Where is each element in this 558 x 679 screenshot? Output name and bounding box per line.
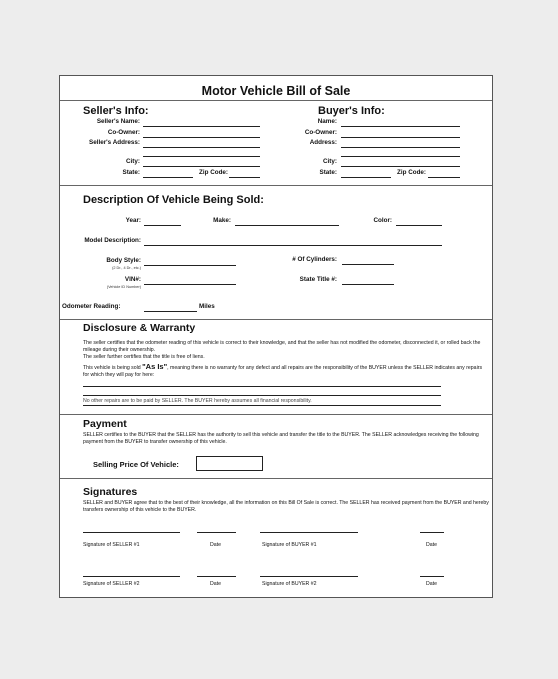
model-field[interactable] (144, 245, 442, 246)
seller1-signature-label: Signature of SELLER #1 (83, 542, 140, 548)
disclosure-paragraph-2: The seller further certifies that the title is free of liens. (83, 354, 205, 360)
vehicle-heading: Description Of Vehicle Being Sold: (83, 194, 264, 206)
buyer1-date-line[interactable] (420, 532, 444, 533)
odometer-field[interactable] (144, 311, 197, 312)
buyer-state-field[interactable] (341, 177, 391, 178)
seller-city-label: City: (126, 158, 140, 165)
buyer2-signature-label: Signature of BUYER #2 (262, 581, 317, 587)
seller-address-field[interactable] (143, 147, 260, 148)
divider (60, 100, 492, 101)
body-style-hint: (2 Dr., 4 Dr., etc.) (112, 266, 141, 270)
as-is-text-a: This vehicle is being sold (83, 365, 141, 371)
buyer-city-label: City: (323, 158, 337, 165)
disclosure-paragraph-3 (83, 363, 483, 379)
seller-coowner-field[interactable] (143, 137, 260, 138)
buyer-coowner-label: Co-Owner: (304, 129, 337, 136)
buyer-heading: Buyer's Info: (318, 105, 385, 117)
selling-price-field[interactable] (196, 456, 263, 471)
make-label: Make: (213, 217, 231, 224)
disclosure-note: No other repairs are to be paid by SELLER. The BUYER hereby assumes all financial responsibility. (83, 398, 312, 404)
seller-state-label: State: (122, 169, 140, 176)
seller-zip-label: Zip Code: (199, 169, 229, 176)
seller-zip-field[interactable] (229, 177, 260, 178)
as-is-text-c: , meaning there is no warranty for any defect and all repairs are the responsibility of the BUYER unless the SELLER indicates any repairs for which they will pay for here: (83, 365, 483, 378)
buyer2-signature-line[interactable] (260, 576, 358, 577)
form-title: Motor Vehicle Bill of Sale (201, 84, 351, 98)
seller2-date-line[interactable] (197, 576, 236, 577)
seller2-date-label: Date (210, 581, 221, 587)
body-style-label: Body Style: (106, 257, 141, 264)
miles-label: Miles (199, 303, 215, 310)
state-title-field[interactable] (342, 284, 394, 285)
seller2-signature-line[interactable] (83, 576, 180, 577)
vin-label: VIN#: (124, 276, 141, 283)
seller-address-label: Seller's Address: (89, 139, 140, 146)
payment-paragraph: SELLER certifies to the BUYER that the SELLER has the authority to sell this vehicle and transfer the title to the BUYER. The SELLER acknowledges receiving the following payment from the BUYER to transfer ownership of this vehicle. (83, 432, 479, 445)
buyer-name-label: Name: (317, 118, 337, 125)
cylinders-label: # Of Cylinders: (292, 256, 337, 263)
seller-coowner-label: Co-Owner: (107, 129, 140, 136)
as-is-emphasis: "As Is" (142, 362, 168, 371)
buyer2-date-line[interactable] (420, 576, 444, 577)
disclosure-paragraph-1: The seller certifies that the odometer reading of this vehicle is correct to their knowledge, and that the seller has not modified the odometer, disconnected it, or rolled back the mileage during their ownership. (83, 340, 481, 353)
body-style-field[interactable] (144, 265, 236, 266)
divider (60, 414, 492, 415)
signatures-paragraph: SELLER and BUYER agree that to the best of their knowledge, all the information on this Bill Of Sale is correct. The SELLER has received payment from the BUYER and hereby transfers ownership of this vehicle to the BUYER. (83, 500, 489, 513)
buyer-coowner-field[interactable] (341, 137, 460, 138)
seller2-signature-label: Signature of SELLER #2 (83, 581, 140, 587)
state-title-label: State Title #: (299, 276, 337, 283)
disclosure-heading: Disclosure & Warranty (83, 322, 196, 334)
seller1-signature-line[interactable] (83, 532, 180, 533)
buyer1-signature-line[interactable] (260, 532, 358, 533)
buyer-state-label: State: (319, 169, 337, 176)
color-label: Color: (373, 217, 392, 224)
buyer-address-field[interactable] (341, 147, 460, 148)
buyer-address-label: Address: (309, 139, 337, 146)
buyer1-signature-label: Signature of BUYER #1 (262, 542, 317, 548)
seller-name-label: Seller's Name: (96, 118, 140, 125)
color-field[interactable] (396, 225, 442, 226)
selling-price-label: Selling Price Of Vehicle: (93, 460, 179, 469)
bill-of-sale-form (59, 75, 493, 598)
seller-state-field[interactable] (143, 177, 193, 178)
make-field[interactable] (235, 225, 339, 226)
buyer-address-field-2[interactable] (341, 156, 460, 157)
repairs-field-2[interactable] (83, 395, 441, 396)
model-label: Model Description: (84, 237, 141, 244)
signatures-heading: Signatures (83, 486, 138, 498)
divider (60, 185, 492, 186)
seller-name-field[interactable] (143, 126, 260, 127)
buyer-city-field[interactable] (341, 166, 460, 167)
buyer-name-field[interactable] (341, 126, 460, 127)
repairs-field-3[interactable] (83, 405, 441, 406)
divider (60, 319, 492, 320)
buyer-zip-field[interactable] (428, 177, 460, 178)
vin-hint: (Vehicle ID Number) (106, 285, 141, 289)
vin-field[interactable] (144, 284, 236, 285)
seller1-date-line[interactable] (197, 532, 236, 533)
year-field[interactable] (144, 225, 181, 226)
buyer1-date-label: Date (426, 542, 437, 548)
year-label: Year: (125, 217, 141, 224)
cylinders-field[interactable] (342, 264, 394, 265)
seller-city-field[interactable] (143, 166, 260, 167)
divider (60, 478, 492, 479)
buyer-zip-label: Zip Code: (397, 169, 427, 176)
seller-address-field-2[interactable] (143, 156, 260, 157)
repairs-field-1[interactable] (83, 386, 441, 387)
seller-heading: Seller's Info: (83, 105, 149, 117)
payment-heading: Payment (83, 418, 127, 430)
buyer2-date-label: Date (426, 581, 437, 587)
seller1-date-label: Date (210, 542, 221, 548)
odometer-label: Odometer Reading: (62, 303, 121, 310)
